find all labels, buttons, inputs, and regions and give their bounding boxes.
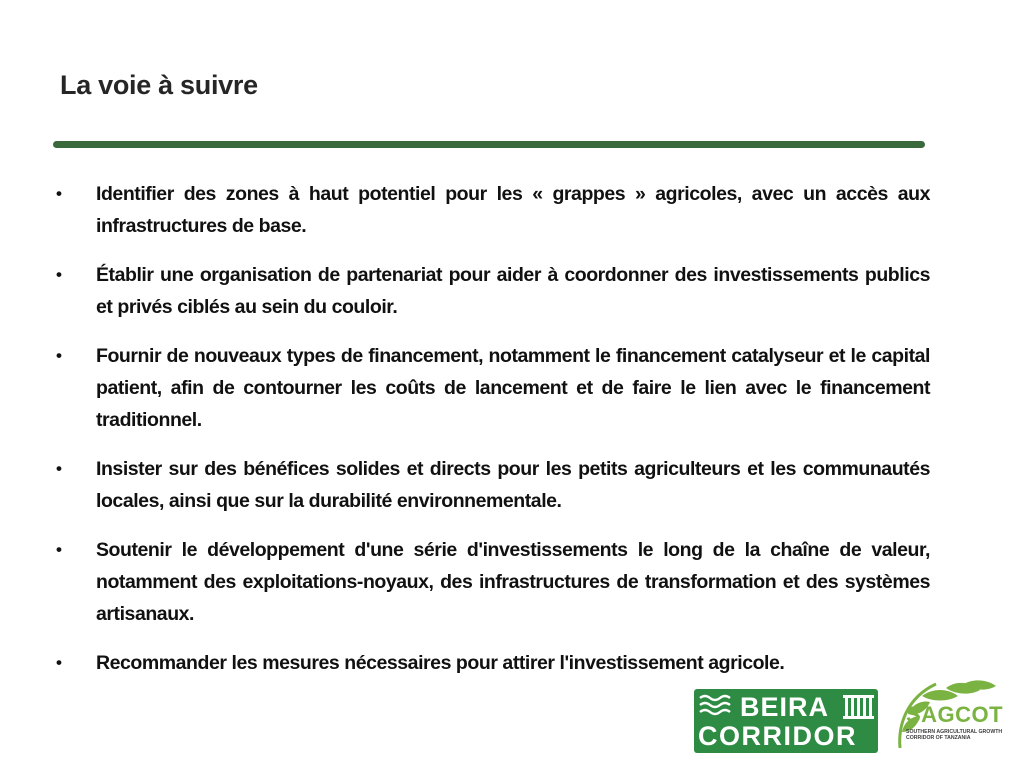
bullet-item bbox=[56, 259, 930, 323]
bullet-text: Fournir de nouveaux types de financement, notamment le financement catalyseur et le capital patient, afin de contourner les coûts de lancement et de faire le lien avec le financement traditionnel. bbox=[96, 345, 930, 431]
beira-logo-line2: CORRIDOR bbox=[698, 721, 857, 751]
bullet-text: Identifier des zones à haut potentiel pour les « grappes » agricoles, avec un accès aux infrastructures de base. bbox=[96, 183, 930, 237]
bullet-list bbox=[56, 178, 930, 696]
slide-title: La voie à suivre bbox=[60, 70, 258, 100]
bullet-icon: • bbox=[56, 184, 62, 203]
sagcot-subtitle-line1: SOUTHERN AGRICULTURAL GROWTH bbox=[906, 729, 1003, 735]
beira-logo-line1: BEIRA bbox=[740, 692, 830, 722]
bullet-item bbox=[56, 534, 930, 630]
bullet-icon: • bbox=[56, 346, 62, 365]
bullet-icon: • bbox=[56, 265, 62, 284]
bullet-item bbox=[56, 178, 930, 242]
bullet-text: Soutenir le développement d'une série d'investissements le long de la chaîne de valeur, notamment des exploitations-noyaux, des infrastructures de transformation et des systèmes artisanaux. bbox=[96, 539, 930, 625]
bullet-icon: • bbox=[56, 653, 62, 672]
bullet-item bbox=[56, 340, 930, 436]
bullet-icon: • bbox=[56, 459, 62, 478]
bullet-item bbox=[56, 453, 930, 517]
bullet-icon: • bbox=[56, 540, 62, 559]
bullet-text: Insister sur des bénéfices solides et directs pour les petits agriculteurs et les communautés locales, ainsi que sur la durabilité environnementale. bbox=[96, 458, 930, 512]
beira-gate-icon bbox=[843, 695, 874, 719]
bullet-text: Établir une organisation de partenariat pour aider à coordonner des investissements publics et privés ciblés au sein du couloir. bbox=[96, 264, 930, 318]
bullet-item bbox=[56, 647, 930, 679]
bullet-text: Recommander les mesures nécessaires pour attirer l'investissement agricole. bbox=[96, 652, 785, 674]
beira-corridor-logo bbox=[694, 689, 878, 753]
sagcot-logo bbox=[892, 676, 1022, 766]
sagcot-logo-subtitle bbox=[906, 729, 1018, 741]
sagcot-logo-name: SAGCOT bbox=[906, 702, 1004, 727]
sagcot-subtitle-line2: CORRIDOR OF TANZANIA bbox=[906, 735, 971, 741]
title-divider bbox=[53, 141, 925, 148]
